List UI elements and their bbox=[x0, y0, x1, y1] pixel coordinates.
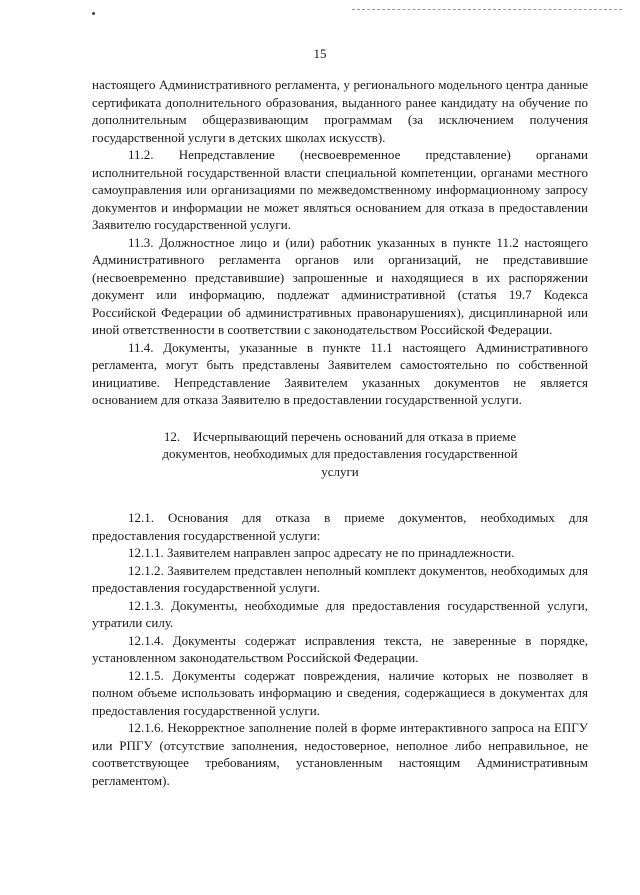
scan-speck bbox=[92, 12, 95, 15]
page-number: 15 bbox=[313, 46, 327, 61]
paragraph-12-1: 12.1. Основания для отказа в приеме документов, необходимых для предоставления государственной услуги: bbox=[92, 510, 588, 543]
paragraph-continuation: настоящего Административного регламента, у регионального модельного центра данные сертификата дополнительного образования, выданного ранее кандидату на обучение по дополнительным общеразвивающим программам (за исключением получения государственной услуги в детских школах искусств). bbox=[92, 77, 588, 145]
scan-top-edge bbox=[352, 9, 622, 10]
paragraph-11-2: 11.2. Непредставление (несвоевременное представление) органами исполнительной государственной власти специальной компетенции, органами местного самоуправления или организациями по межведомственному информационному запросу документов и информации не может являться основанием для отказа в предоставлении Заявителю государственной услуги. bbox=[92, 147, 588, 232]
paragraph-11-3: 11.3. Должностное лицо и (или) работник указанных в пункте 11.2 настоящего Административного регламента органов или организаций, не представившие (несвоевременно представившие) запрошенные и находящиеся в их распоряжении документ или информацию, подлежат административной (статья 19.7 Кодекса Российской Федерации об административных правонарушениях), дисциплинарной или иной ответственности в соответствии с законодательством Российской Федерации. bbox=[92, 234, 588, 337]
paragraph-12-1-3: 12.1.3. Документы, необходимые для предоставления государственной услуги, утратили силу. bbox=[92, 597, 588, 630]
section-heading-12: 12. Исчерпывающий перечень оснований для отказа в приеме документов, необходимых для предоставления государственной услуги bbox=[162, 428, 518, 479]
paragraph-12-1-1: 12.1.1. Заявителем направлен запрос адресату не по принадлежности. bbox=[128, 545, 515, 560]
paragraph-12-1-2: 12.1.2. Заявителем представлен неполный комплект документов, необходимых для предоставления государственной услуги. bbox=[92, 562, 588, 595]
paragraph-11-4: 11.4. Документы, указанные в пункте 11.1 настоящего Административного регламента, могут быть представлены Заявителем самостоятельно по собственной инициативе. Непредставление Заявителем указанных документов не является основанием для отказа Заявителю в предоставлении государственной услуги. bbox=[92, 339, 588, 407]
paragraph-12-1-6: 12.1.6. Некорректное заполнение полей в форме интерактивного запроса на ЕПГУ или РПГУ (отсутствие заполнения, недостоверное, неполное либо неправильное, не соответствующее требованиям, установленным настоящим Административным регламентом). bbox=[92, 720, 588, 788]
paragraph-12-1-5: 12.1.5. Документы содержат повреждения, наличие которых не позволяет в полном объеме использовать информацию и сведения, содержащиеся в документах для предоставления государственной услуги. bbox=[92, 667, 588, 718]
document-body bbox=[92, 76, 588, 789]
paragraph-12-1-4: 12.1.4. Документы содержат исправления текста, не заверенные в порядке, установленном законодательством Российской Федерации. bbox=[92, 632, 588, 665]
